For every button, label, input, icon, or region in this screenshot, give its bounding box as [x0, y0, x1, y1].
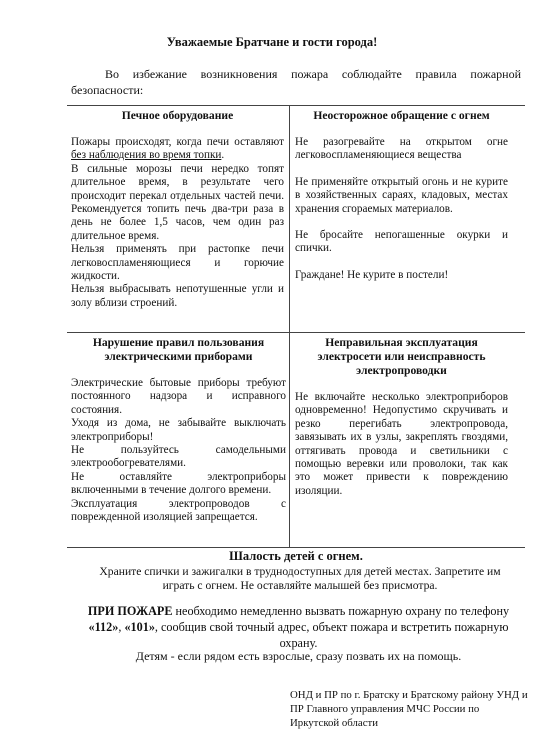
table-bottom-border — [67, 547, 525, 548]
stove-section — [71, 109, 284, 310]
careless-paragraph-4: Граждане! Не курите в постели! — [295, 268, 449, 281]
footer-signature: ОНД и ПР по г. Братску и Братскому району УНД и ПР Главного управления МЧС России по Иркутской области — [290, 689, 528, 729]
wiring-section — [295, 336, 508, 498]
electric-section — [71, 336, 286, 524]
electric-paragraph-2: Уходя из дома, не забывайте выключать электроприборы! — [71, 417, 286, 443]
stove-heading: Печное оборудование — [121, 109, 234, 122]
electric-paragraph-4: Не оставляйте электроприборы включенными в течение долгого времени. — [71, 470, 286, 497]
page-title: Уважаемые Братчане и гости города! — [166, 35, 378, 49]
wiring-paragraph-1: Не включайте несколько электроприборов одновременно! Недопустимо скручивать и резко перегибать электропровода, завязывать их в узлы, закреплять гвоздями, оттягивать провода и светильники с помощью веревки или проволоки, так как это может привести к повреждению изоляции. — [295, 391, 508, 497]
stove-paragraph-3: Нельзя применять при растопке печи легковоспламеняющиеся и горючие жидкости. — [71, 243, 284, 283]
electric-paragraph-5: Эксплуатация электропроводов с поврежденной изоляцией запрещается. — [71, 497, 286, 524]
electric-paragraph-1: Электрические бытовые приборы требуют постоянного надзора и исправного состояния. — [71, 377, 286, 416]
electric-heading: Нарушение правил пользования электрическими приборами — [92, 336, 265, 363]
table-column-divider — [289, 105, 290, 547]
intro-text: Во избежание возникновения пожара соблюдайте правила пожарной безопасности: — [71, 67, 521, 97]
stove-paragraph-1: Пожары происходят, когда печи оставляют без наблюдения во время топки. — [71, 136, 284, 162]
wiring-heading: Неправильная эксплуатация электросети или неисправность электропроводки — [317, 336, 486, 377]
stove-paragraph-2: В сильные морозы печи нередко топят длительное время, в результате чего происходит перекал отдельных частей печи. Рекомендуется топить печь два-три раза в день не более 1,5 часов, чем один раз длительное время. — [71, 162, 284, 242]
kids-text: Храните спички и зажигалки в труднодоступных для детей местах. Запретите им играть с огнем. Не оставляйте малышей без присмотра. — [99, 565, 501, 592]
careless-paragraph-1: Не разогревайте на открытом огне легковоспламеняющиеся вещества — [295, 136, 508, 162]
electric-paragraph-3: Не пользуйтесь самодельными электрообогревателями. — [71, 444, 286, 470]
careless-paragraph-3: Не бросайте непогашенные окурки и спички. — [295, 229, 508, 255]
table-top-border — [67, 105, 525, 106]
careless-section — [295, 109, 508, 282]
careless-heading: Неосторожное обращение с огнем — [313, 109, 490, 122]
kids-heading: Шалость детей с огнем. — [229, 549, 363, 563]
careless-paragraph-2: Не применяйте открытый огонь и не курите в хозяйственных сараях, кладовых, местах хранения сгораемых материалов. — [295, 175, 508, 215]
children-call-text: Детям - если рядом есть взрослые, сразу позвать их на помощь. — [135, 649, 462, 663]
table-middle-border — [67, 332, 525, 333]
stove-paragraph-4: Нельзя выбрасывать непотушенные угли и золу вблизи строений. — [71, 283, 284, 309]
fire-instructions: ПРИ ПОЖАРЕ необходимо немедленно вызвать пожарную охрану по телефону «112», «101», сообщив свой точный адрес, объект пожара и встретить пожарную охрану. — [87, 604, 510, 650]
